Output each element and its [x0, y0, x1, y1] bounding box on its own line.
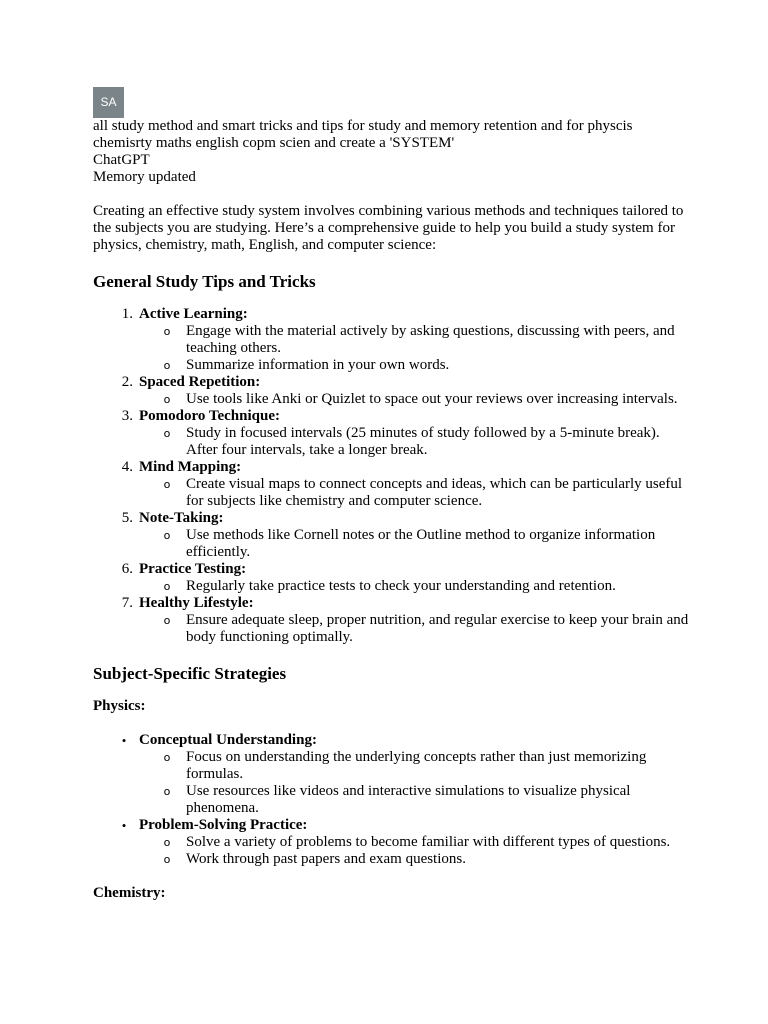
- tip-number: 2.: [121, 374, 133, 390]
- tip-title: Active Learning:: [139, 306, 248, 322]
- tip-item: [93, 510, 693, 561]
- tip-point: [139, 323, 693, 357]
- tip-number: 7.: [121, 595, 133, 611]
- tip-title: Note-Taking:: [139, 510, 224, 526]
- user-prompt-line-2: chemisrty maths english copm scien and create a 'SYSTEM': [93, 135, 455, 151]
- tip-point: [139, 527, 693, 561]
- tip-item: [93, 306, 693, 374]
- general-tips-heading: General Study Tips and Tricks: [93, 272, 316, 291]
- tip-title: Pomodoro Technique:: [139, 408, 280, 424]
- subject-strategies-heading: Subject-Specific Strategies: [93, 664, 287, 683]
- hollow-bullet-icon: o: [163, 614, 171, 627]
- hollow-bullet-icon: o: [163, 785, 171, 798]
- physics-strategy-item: [93, 732, 693, 817]
- hollow-bullet-icon: o: [163, 478, 171, 491]
- user-prompt: [93, 118, 693, 152]
- tip-point-text: Regularly take practice tests to check your understanding and retention.: [186, 578, 616, 594]
- assistant-label: ChatGPT: [93, 152, 150, 168]
- tip-points: [139, 323, 693, 374]
- tip-point: [139, 612, 693, 646]
- tip-item: [93, 459, 693, 510]
- tip-point-text: Ensure adequate sleep, proper nutrition, and regular exercise to keep your brain and body functioning optimally.: [186, 612, 689, 645]
- physics-strategy-point: [139, 834, 693, 851]
- tip-points: [139, 391, 693, 408]
- physics-point-text: Work through past papers and exam questions.: [186, 851, 466, 867]
- physics-strategy-point: [139, 749, 693, 783]
- intro-paragraph: Creating an effective study system involves combining various methods and techniques tailored to the subjects you are studying. Here’s a comprehensive guide to help you build a study system for physics, chemistry, math, English, and computer science:: [93, 203, 684, 253]
- tip-point-text: Use tools like Anki or Quizlet to space out your reviews over increasing intervals.: [186, 391, 678, 407]
- tip-point-text: Create visual maps to connect concepts and ideas, which can be particularly useful for subjects like chemistry and computer science.: [186, 476, 683, 509]
- tip-item: [93, 408, 693, 459]
- physics-point-text: Use resources like videos and interactive simulations to visualize physical phenomena.: [186, 783, 631, 816]
- tip-item: [93, 561, 693, 595]
- tip-title: Healthy Lifestyle:: [139, 595, 254, 611]
- hollow-bullet-icon: o: [163, 393, 171, 406]
- physics-point-text: Solve a variety of problems to become familiar with different types of questions.: [186, 834, 671, 850]
- physics-strategy-points: [139, 749, 693, 817]
- tip-title: Practice Testing:: [139, 561, 247, 577]
- tip-number: 6.: [121, 561, 133, 577]
- tip-point-text: Engage with the material actively by asking questions, discussing with peers, and teaching others.: [186, 323, 675, 356]
- physics-heading: Physics:: [93, 698, 146, 714]
- tip-number: 4.: [121, 459, 133, 475]
- physics-strategy-point: [139, 851, 693, 868]
- hollow-bullet-icon: o: [163, 325, 171, 338]
- tip-points: [139, 476, 693, 510]
- hollow-bullet-icon: o: [163, 853, 171, 866]
- tip-points: [139, 425, 693, 459]
- hollow-bullet-icon: o: [163, 751, 171, 764]
- tip-point-text: Summarize information in your own words.: [186, 357, 450, 373]
- tip-point: [139, 476, 693, 510]
- chemistry-heading: Chemistry:: [93, 885, 166, 901]
- user-prompt-line-1: all study method and smart tricks and tips for study and memory retention and for physcis: [93, 118, 633, 134]
- tip-point-text: Study in focused intervals (25 minutes of study followed by a 5-minute break). After four intervals, take a longer break.: [186, 425, 660, 458]
- general-tips-list: [93, 306, 693, 646]
- tip-point: [139, 391, 693, 408]
- tip-title: Spaced Repetition:: [139, 374, 261, 390]
- physics-strategy-point: [139, 783, 693, 817]
- bullet-icon: •: [121, 733, 127, 748]
- memory-status: Memory updated: [93, 169, 196, 185]
- tip-title: Mind Mapping:: [139, 459, 242, 475]
- tip-points: [139, 612, 693, 646]
- physics-strategy-title: Conceptual Understanding:: [139, 732, 317, 748]
- hollow-bullet-icon: o: [163, 836, 171, 849]
- tip-number: 3.: [121, 408, 133, 424]
- tip-point: [139, 357, 693, 374]
- physics-strategy-points: [139, 834, 693, 868]
- tip-point: [139, 425, 693, 459]
- tip-number: 5.: [121, 510, 133, 526]
- tip-number: 1.: [121, 306, 133, 322]
- tip-item: [93, 374, 693, 408]
- user-avatar: SA: [93, 87, 124, 118]
- tip-points: [139, 578, 693, 595]
- hollow-bullet-icon: o: [163, 427, 171, 440]
- tip-point: [139, 578, 693, 595]
- physics-strategy-title: Problem-Solving Practice:: [139, 817, 308, 833]
- hollow-bullet-icon: o: [163, 580, 171, 593]
- hollow-bullet-icon: o: [163, 359, 171, 372]
- physics-strategy-list: [93, 732, 693, 868]
- conversation-document: [93, 87, 693, 902]
- tip-item: [93, 595, 693, 646]
- physics-point-text: Focus on understanding the underlying concepts rather than just memorizing formulas.: [186, 749, 647, 782]
- tip-point-text: Use methods like Cornell notes or the Outline method to organize information efficiently.: [186, 527, 656, 560]
- bullet-icon: •: [121, 818, 127, 833]
- physics-strategy-item: [93, 817, 693, 868]
- tip-points: [139, 527, 693, 561]
- hollow-bullet-icon: o: [163, 529, 171, 542]
